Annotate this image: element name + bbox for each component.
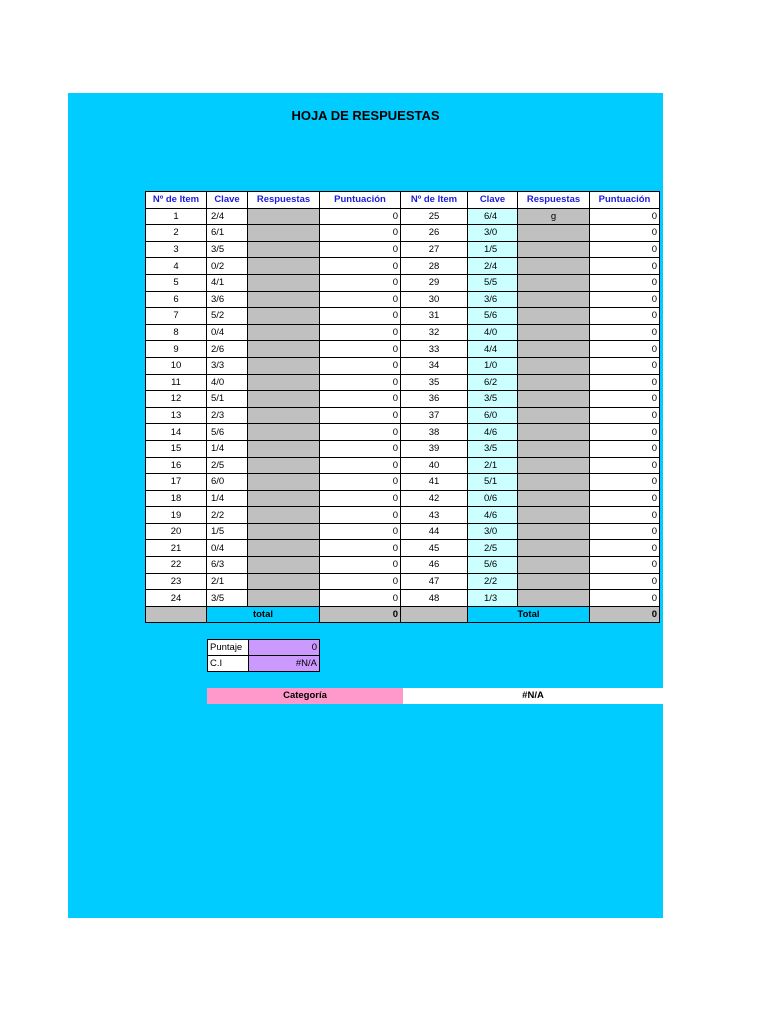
- response-cell[interactable]: [248, 407, 320, 424]
- total-value-right: 0: [590, 606, 660, 622]
- item-number: 3: [146, 241, 207, 258]
- response-cell[interactable]: [518, 341, 590, 358]
- table-row: [146, 357, 660, 374]
- table-row: [146, 590, 660, 607]
- table-row: [146, 490, 660, 507]
- score-cell: 0: [590, 440, 660, 457]
- score-cell: 0: [590, 308, 660, 325]
- item-number: 33: [401, 341, 468, 358]
- clave-cell: 6/0: [207, 474, 248, 491]
- item-number: 38: [401, 424, 468, 441]
- score-cell: 0: [320, 324, 401, 341]
- total-blank-left: [146, 606, 207, 622]
- response-cell[interactable]: [248, 523, 320, 540]
- item-number: 9: [146, 341, 207, 358]
- response-cell[interactable]: [518, 308, 590, 325]
- item-number: 26: [401, 225, 468, 242]
- response-cell[interactable]: [248, 308, 320, 325]
- clave-cell: 0/6: [468, 490, 518, 507]
- table-row: [146, 457, 660, 474]
- table-row: [146, 274, 660, 291]
- item-number: 37: [401, 407, 468, 424]
- score-cell: 0: [320, 208, 401, 225]
- header-clave-right: Clave: [468, 192, 518, 209]
- item-number: 4: [146, 258, 207, 275]
- table-row: [146, 324, 660, 341]
- score-cell: 0: [320, 490, 401, 507]
- response-cell[interactable]: [248, 573, 320, 590]
- item-number: 8: [146, 324, 207, 341]
- response-cell[interactable]: [518, 391, 590, 408]
- table-row: [146, 208, 660, 225]
- header-respuestas-right: Respuestas: [518, 192, 590, 209]
- response-cell[interactable]: [518, 258, 590, 275]
- table-row: [146, 440, 660, 457]
- clave-cell: 2/2: [207, 507, 248, 524]
- clave-cell: 1/5: [207, 523, 248, 540]
- score-cell: 0: [320, 424, 401, 441]
- clave-cell: 5/2: [207, 308, 248, 325]
- item-number: 19: [146, 507, 207, 524]
- item-number: 36: [401, 391, 468, 408]
- clave-cell: 5/6: [468, 557, 518, 574]
- response-cell[interactable]: [518, 507, 590, 524]
- sheet-title: HOJA DE RESPUESTAS: [291, 108, 440, 123]
- item-number: 44: [401, 523, 468, 540]
- score-cell: 0: [320, 274, 401, 291]
- item-number: 20: [146, 523, 207, 540]
- score-cell: 0: [590, 457, 660, 474]
- score-cell: 0: [320, 308, 401, 325]
- response-cell[interactable]: [248, 374, 320, 391]
- puntaje-label: Puntaje: [208, 640, 249, 656]
- score-cell: 0: [320, 341, 401, 358]
- item-number: 7: [146, 308, 207, 325]
- table-row: [146, 391, 660, 408]
- clave-cell: 1/4: [207, 440, 248, 457]
- clave-cell: 1/3: [468, 590, 518, 607]
- item-number: 28: [401, 258, 468, 275]
- item-number: 14: [146, 424, 207, 441]
- clave-cell: 5/6: [207, 424, 248, 441]
- clave-cell: 6/3: [207, 557, 248, 574]
- clave-cell: 1/4: [207, 490, 248, 507]
- score-cell: 0: [590, 274, 660, 291]
- table-row: [146, 540, 660, 557]
- score-cell: 0: [320, 241, 401, 258]
- score-cell: 0: [590, 225, 660, 242]
- item-number: 48: [401, 590, 468, 607]
- item-number: 25: [401, 208, 468, 225]
- item-number: 21: [146, 540, 207, 557]
- score-cell: 0: [590, 407, 660, 424]
- clave-cell: 3/5: [207, 241, 248, 258]
- response-cell[interactable]: [518, 241, 590, 258]
- item-number: 43: [401, 507, 468, 524]
- score-cell: 0: [320, 507, 401, 524]
- item-number: 41: [401, 474, 468, 491]
- header-clave-left: Clave: [207, 192, 248, 209]
- table-row: [146, 241, 660, 258]
- response-cell[interactable]: [248, 258, 320, 275]
- response-cell[interactable]: [518, 490, 590, 507]
- response-cell[interactable]: [518, 440, 590, 457]
- score-cell: 0: [590, 557, 660, 574]
- table-row: [146, 225, 660, 242]
- clave-cell: 2/2: [468, 573, 518, 590]
- item-number: 10: [146, 357, 207, 374]
- clave-cell: 3/5: [468, 440, 518, 457]
- response-cell[interactable]: [248, 424, 320, 441]
- clave-cell: 6/0: [468, 407, 518, 424]
- score-cell: 0: [590, 590, 660, 607]
- response-cell[interactable]: [518, 590, 590, 607]
- clave-cell: 3/5: [468, 391, 518, 408]
- item-number: 23: [146, 573, 207, 590]
- item-number: 30: [401, 291, 468, 308]
- score-cell: 0: [320, 407, 401, 424]
- response-cell[interactable]: [248, 540, 320, 557]
- score-cell: 0: [590, 523, 660, 540]
- clave-cell: 5/6: [468, 308, 518, 325]
- item-number: 11: [146, 374, 207, 391]
- response-cell[interactable]: [518, 573, 590, 590]
- response-cell[interactable]: [518, 557, 590, 574]
- response-cell[interactable]: [248, 208, 320, 225]
- item-number: 12: [146, 391, 207, 408]
- header-puntuacion-right: Puntuación: [590, 192, 660, 209]
- table-row: [146, 407, 660, 424]
- table-row: [146, 308, 660, 325]
- response-cell[interactable]: [518, 374, 590, 391]
- response-cell[interactable]: g: [518, 208, 590, 225]
- response-cell[interactable]: [248, 391, 320, 408]
- table-row: [146, 374, 660, 391]
- item-number: 17: [146, 474, 207, 491]
- clave-cell: 3/6: [468, 291, 518, 308]
- clave-cell: 5/1: [207, 391, 248, 408]
- score-cell: 0: [320, 523, 401, 540]
- score-cell: 0: [590, 324, 660, 341]
- clave-cell: 5/1: [468, 474, 518, 491]
- score-cell: 0: [590, 208, 660, 225]
- total-blank-right: [401, 606, 468, 622]
- ci-value[interactable]: #N/A: [249, 656, 320, 672]
- score-cell: 0: [320, 457, 401, 474]
- ci-label: C.I: [208, 656, 249, 672]
- clave-cell: 4/4: [468, 341, 518, 358]
- score-cell: 0: [320, 357, 401, 374]
- response-cell[interactable]: [248, 507, 320, 524]
- response-cell[interactable]: [248, 474, 320, 491]
- score-cell: 0: [320, 590, 401, 607]
- item-number: 2: [146, 225, 207, 242]
- clave-cell: 4/0: [468, 324, 518, 341]
- clave-cell: 2/6: [207, 341, 248, 358]
- clave-cell: 3/0: [468, 225, 518, 242]
- score-cell: 0: [590, 490, 660, 507]
- item-number: 15: [146, 440, 207, 457]
- clave-cell: 1/5: [468, 241, 518, 258]
- total-label-right: Total: [468, 606, 590, 622]
- score-cell: 0: [590, 391, 660, 408]
- response-cell[interactable]: [518, 291, 590, 308]
- response-cell[interactable]: [518, 540, 590, 557]
- score-cell: 0: [320, 291, 401, 308]
- item-number: 27: [401, 241, 468, 258]
- table-row: [146, 507, 660, 524]
- score-cell: 0: [320, 540, 401, 557]
- score-cell: 0: [590, 291, 660, 308]
- response-cell[interactable]: [518, 523, 590, 540]
- table-row: [146, 523, 660, 540]
- puntaje-row: [208, 640, 320, 656]
- clave-cell: 3/6: [207, 291, 248, 308]
- item-number: 45: [401, 540, 468, 557]
- response-cell[interactable]: [518, 474, 590, 491]
- clave-cell: 6/2: [468, 374, 518, 391]
- item-number: 13: [146, 407, 207, 424]
- item-number: 46: [401, 557, 468, 574]
- clave-cell: 3/5: [207, 590, 248, 607]
- clave-cell: 0/4: [207, 324, 248, 341]
- category-bar: [207, 688, 663, 704]
- summary-table: [207, 639, 320, 672]
- response-cell[interactable]: [518, 457, 590, 474]
- score-cell: 0: [590, 424, 660, 441]
- answer-sheet: [68, 93, 663, 918]
- clave-cell: 0/2: [207, 258, 248, 275]
- header-puntuacion-left: Puntuación: [320, 192, 401, 209]
- score-cell: 0: [320, 374, 401, 391]
- table-row: [146, 341, 660, 358]
- score-cell: 0: [590, 374, 660, 391]
- item-number: 31: [401, 308, 468, 325]
- score-cell: 0: [320, 557, 401, 574]
- response-cell[interactable]: [248, 291, 320, 308]
- clave-cell: 3/0: [468, 523, 518, 540]
- table-header-row: [146, 192, 660, 209]
- score-cell: 0: [320, 391, 401, 408]
- score-cell: 0: [590, 341, 660, 358]
- item-number: 5: [146, 274, 207, 291]
- response-cell[interactable]: [248, 490, 320, 507]
- table-row: [146, 557, 660, 574]
- item-number: 40: [401, 457, 468, 474]
- ci-row: [208, 656, 320, 672]
- clave-cell: 2/1: [207, 573, 248, 590]
- total-label-left: total: [207, 606, 320, 622]
- item-number: 47: [401, 573, 468, 590]
- table-row: [146, 291, 660, 308]
- clave-cell: 5/5: [468, 274, 518, 291]
- clave-cell: 4/6: [468, 507, 518, 524]
- item-number: 34: [401, 357, 468, 374]
- clave-cell: 2/5: [468, 540, 518, 557]
- item-number: 35: [401, 374, 468, 391]
- score-cell: 0: [590, 507, 660, 524]
- item-number: 29: [401, 274, 468, 291]
- item-number: 1: [146, 208, 207, 225]
- response-cell[interactable]: [518, 324, 590, 341]
- table-row: [146, 573, 660, 590]
- clave-cell: 2/3: [207, 407, 248, 424]
- item-number: 32: [401, 324, 468, 341]
- score-cell: 0: [590, 241, 660, 258]
- clave-cell: 2/1: [468, 457, 518, 474]
- total-value-left: 0: [320, 606, 401, 622]
- response-cell[interactable]: [518, 225, 590, 242]
- response-cell[interactable]: [248, 225, 320, 242]
- puntaje-value[interactable]: 0: [249, 640, 320, 656]
- response-cell[interactable]: [248, 590, 320, 607]
- item-number: 16: [146, 457, 207, 474]
- item-number: 18: [146, 490, 207, 507]
- category-label: Categoría: [207, 688, 403, 704]
- clave-cell: 2/5: [207, 457, 248, 474]
- clave-cell: 2/4: [468, 258, 518, 275]
- clave-cell: 4/1: [207, 274, 248, 291]
- response-cell[interactable]: [518, 424, 590, 441]
- table-row: [146, 424, 660, 441]
- header-respuestas-left: Respuestas: [248, 192, 320, 209]
- clave-cell: 4/0: [207, 374, 248, 391]
- score-cell: 0: [590, 357, 660, 374]
- clave-cell: 1/0: [468, 357, 518, 374]
- response-cell[interactable]: [248, 440, 320, 457]
- response-cell[interactable]: [248, 324, 320, 341]
- score-cell: 0: [320, 225, 401, 242]
- score-cell: 0: [590, 540, 660, 557]
- clave-cell: 4/6: [468, 424, 518, 441]
- item-number: 39: [401, 440, 468, 457]
- category-value[interactable]: #N/A: [403, 688, 663, 704]
- response-cell[interactable]: [248, 241, 320, 258]
- item-number: 6: [146, 291, 207, 308]
- score-cell: 0: [320, 258, 401, 275]
- response-cell[interactable]: [248, 274, 320, 291]
- clave-cell: 3/3: [207, 357, 248, 374]
- response-cell[interactable]: [518, 407, 590, 424]
- header-item-left: Nº de Item: [146, 192, 207, 209]
- item-number: 22: [146, 557, 207, 574]
- clave-cell: 0/4: [207, 540, 248, 557]
- clave-cell: 6/1: [207, 225, 248, 242]
- clave-cell: 6/4: [468, 208, 518, 225]
- response-cell[interactable]: [248, 341, 320, 358]
- answers-table: [145, 191, 660, 623]
- score-cell: 0: [320, 573, 401, 590]
- response-cell[interactable]: [248, 457, 320, 474]
- table-row: [146, 474, 660, 491]
- score-cell: 0: [590, 474, 660, 491]
- clave-cell: 2/4: [207, 208, 248, 225]
- table-row: [146, 258, 660, 275]
- score-cell: 0: [590, 573, 660, 590]
- item-number: 42: [401, 490, 468, 507]
- score-cell: 0: [320, 474, 401, 491]
- response-cell[interactable]: [248, 357, 320, 374]
- score-cell: 0: [590, 258, 660, 275]
- header-item-right: Nº de Item: [401, 192, 468, 209]
- response-cell[interactable]: [248, 557, 320, 574]
- response-cell[interactable]: [518, 357, 590, 374]
- item-number: 24: [146, 590, 207, 607]
- response-cell[interactable]: [518, 274, 590, 291]
- score-cell: 0: [320, 440, 401, 457]
- totals-row: [146, 606, 660, 622]
